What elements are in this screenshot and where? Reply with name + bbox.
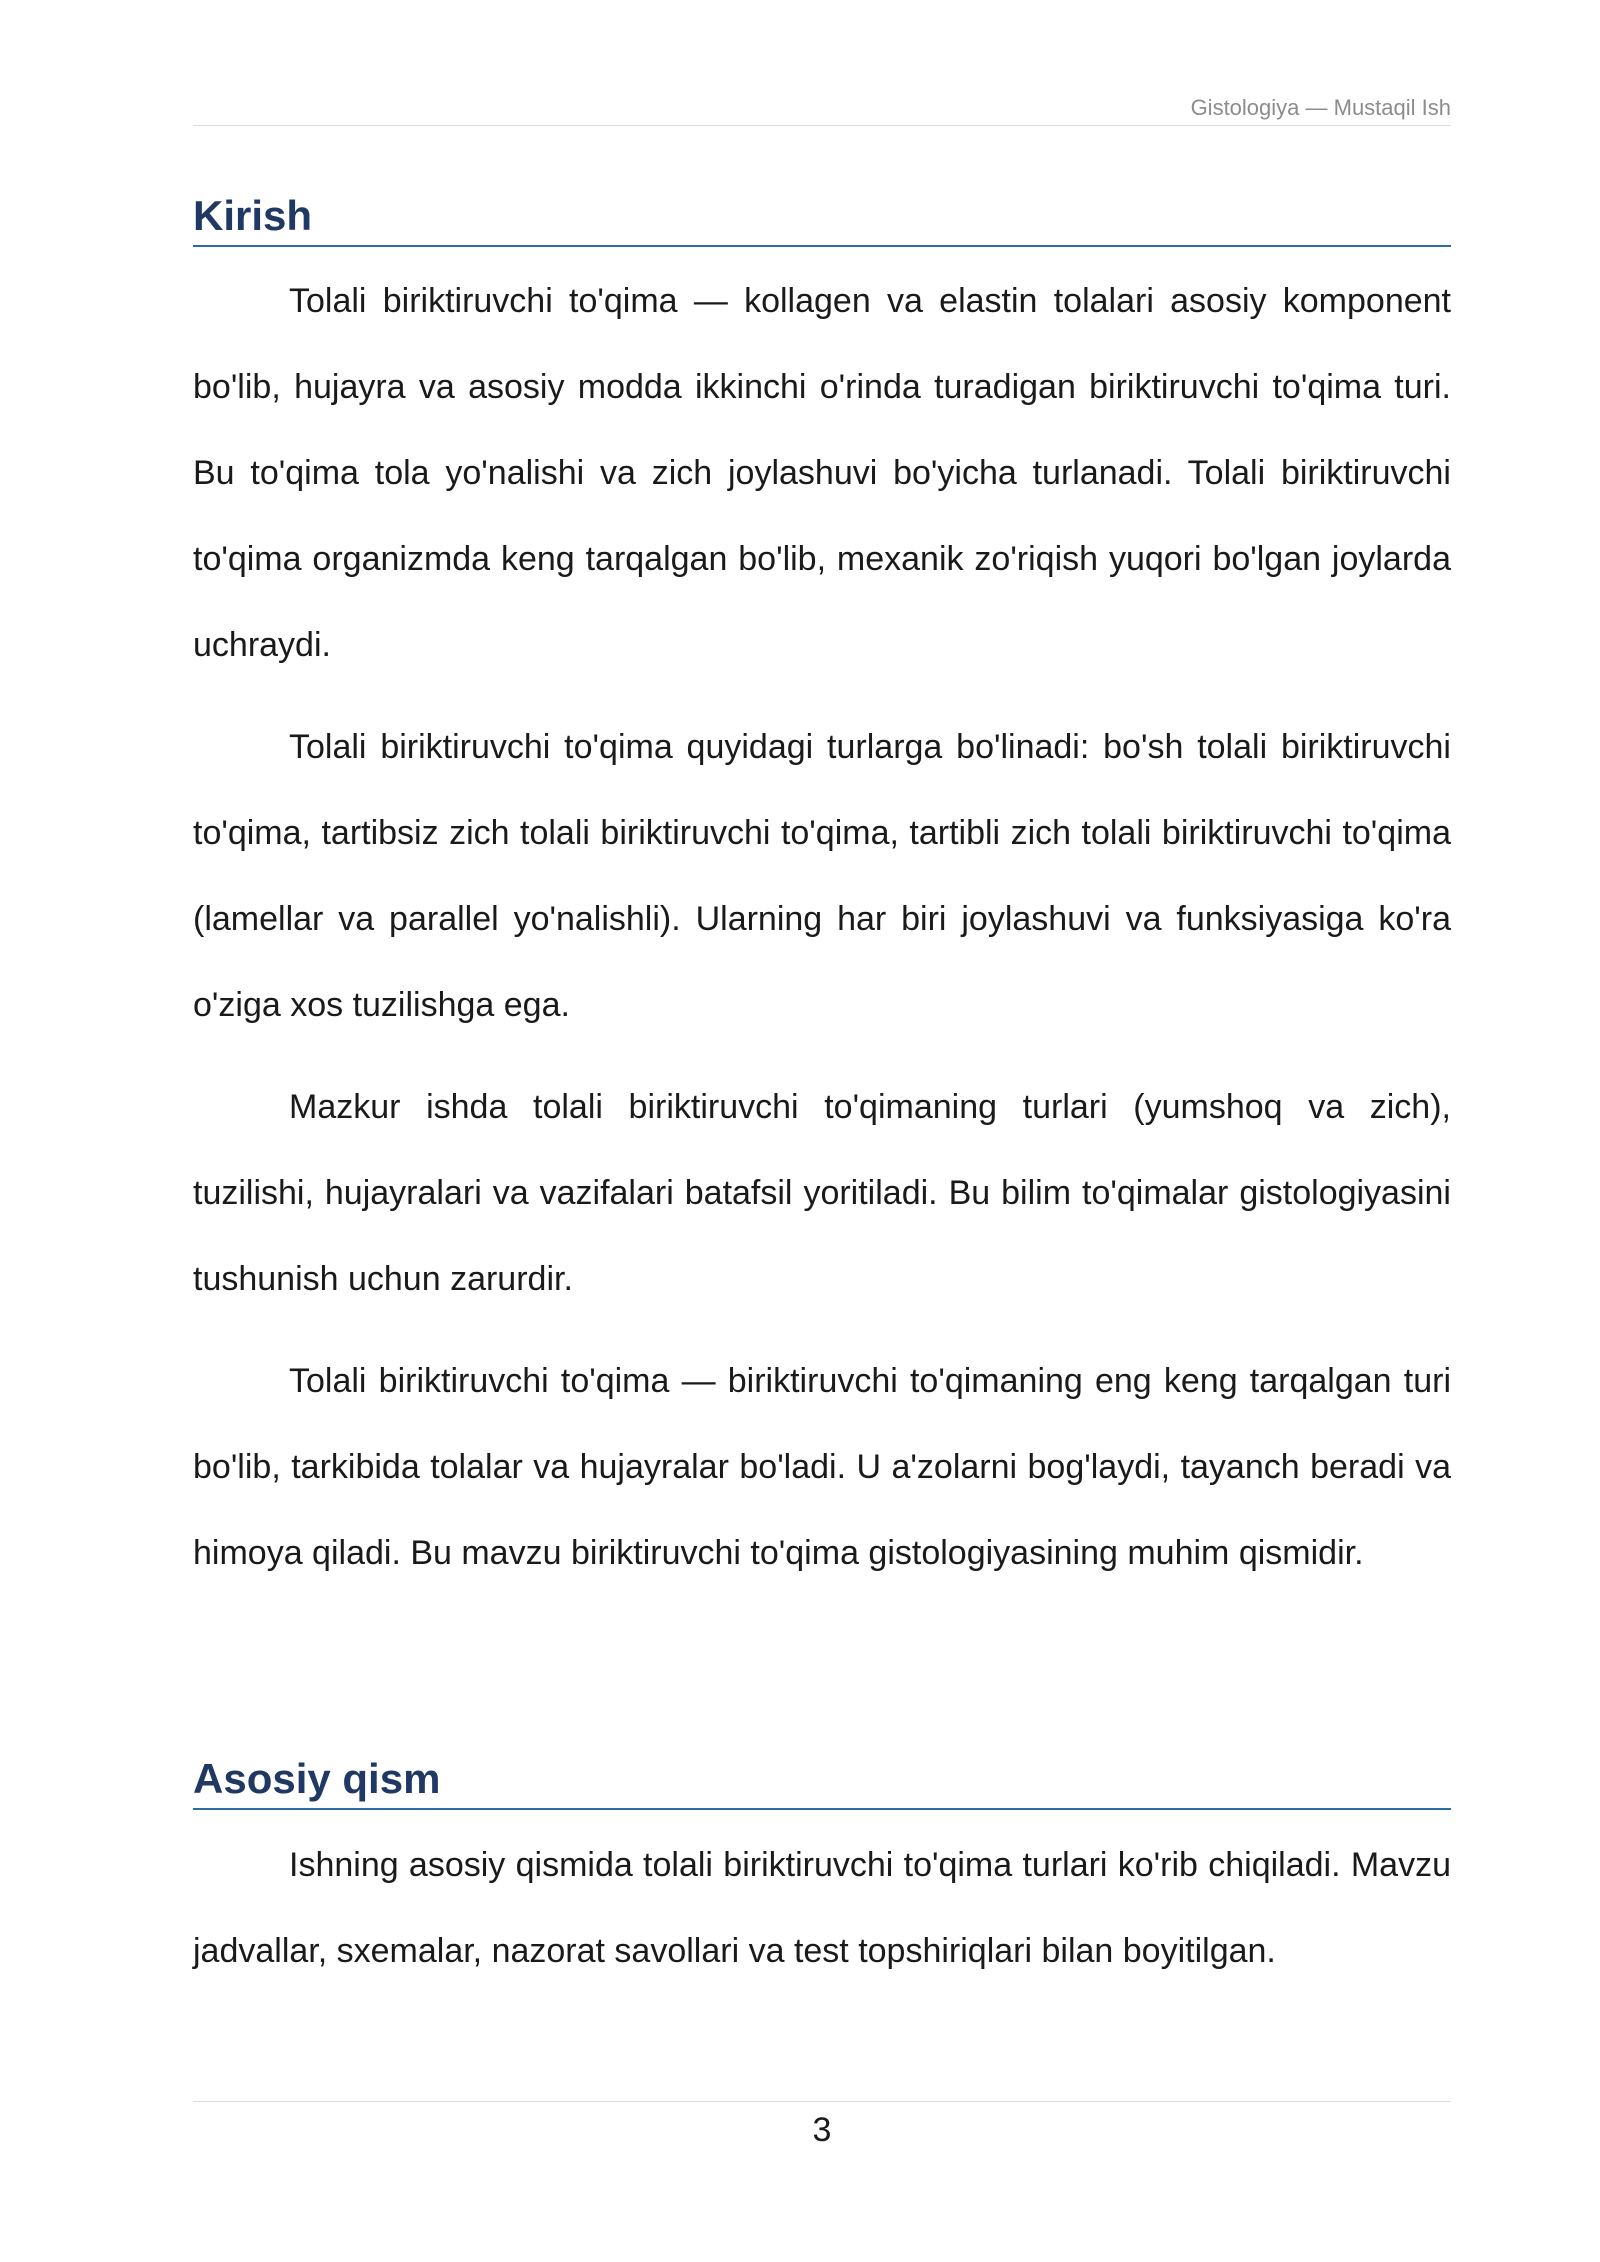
- heading-divider: [193, 1808, 1451, 1810]
- paragraph: Ishning asosiy qismida tolali biriktiruvchi to'qima turlari ko'rib chiqiladi. Mavzu jadvallar, sxemalar, nazorat savollari va test topshiriqlari bilan boyitilgan.: [193, 1846, 1451, 1970]
- paragraph: Tolali biriktiruvchi to'qima quyidagi turlarga bo'linadi: bo'sh tolali biriktiruvchi to'qima, tartibsiz zich tolali biriktiruvchi to'qima, tartibli zich tolali biriktiruvchi to'qima (lamellar va parallel yo'nalishli). Ularning har biri joylashuvi va funksiyasiga ko'ra o'ziga xos tuzilishga ega.: [193, 728, 1451, 1024]
- paragraph: Tolali biriktiruvchi to'qima — kollagen va elastin tolalari asosiy komponent bo'lib, hujayra va asosiy modda ikkinchi o'rinda turadigan biriktiruvchi to'qima turi. Bu to'qima tola yo'nalishi va zich joylashuvi bo'yicha turlanadi. Tolali biriktiruvchi to'qima organizmda keng tarqalgan bo'lib, mexanik zo'riqish yuqori bo'lgan joylarda uchraydi.: [193, 282, 1451, 664]
- section-body-kirish: [193, 258, 1451, 1612]
- paragraph: Mazkur ishda tolali biriktiruvchi to'qimaning turlari (yumshoq va zich), tuzilishi, hujayralari va vazifalari batafsil yoritiladi. Bu bilim to'qimalar gistologiyasini tushunish uchun zarurdir.: [193, 1088, 1451, 1298]
- section-heading-kirish: Kirish: [193, 192, 313, 239]
- section-body-asosiy-qism: [193, 1822, 1451, 2010]
- footer-divider: [193, 2101, 1451, 2102]
- section-heading-asosiy-qism: Asosiy qism: [193, 1755, 441, 1802]
- paragraph: Tolali biriktiruvchi to'qima — biriktiruvchi to'qimaning eng keng tarqalgan turi bo'lib, tarkibida tolalar va hujayralar bo'ladi. U a'zolarni bog'laydi, tayanch beradi va himoya qiladi. Bu mavzu biriktiruvchi to'qima gistologiyasining muhim qismidir.: [193, 1362, 1451, 1572]
- header-divider: [193, 125, 1451, 126]
- running-header: Gistologiya — Mustaqil Ish: [1190, 95, 1451, 120]
- heading-divider: [193, 245, 1451, 247]
- page-number: 3: [812, 2111, 832, 2149]
